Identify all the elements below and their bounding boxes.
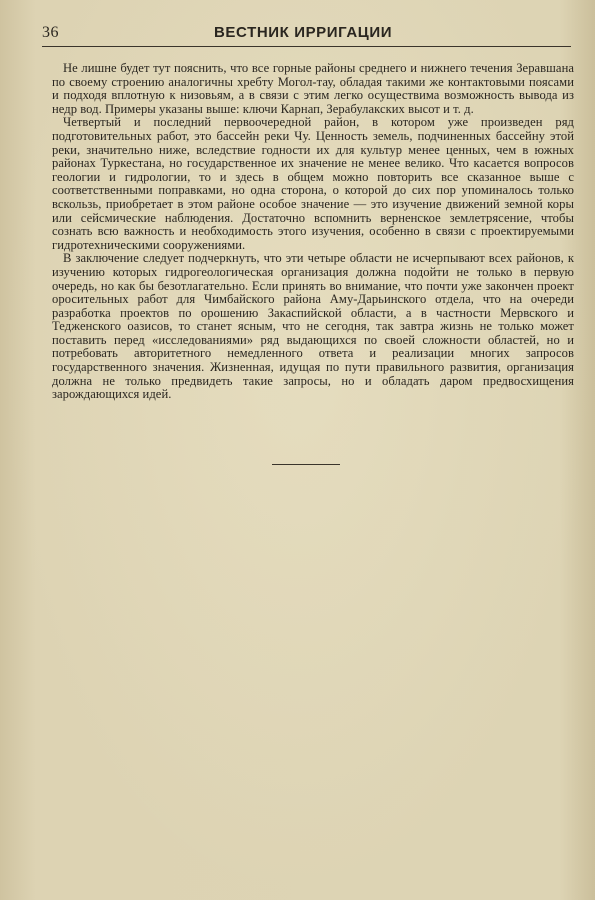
paragraph-zeravshan: Не лишне будет тут пояснить, что все горные районы среднего и нижнего течения Зеравшана по своему строению аналогичны хребту Могол-тау, обладая такими же контактовыми поясами и подходя вплотную к низовьям, а в связи с этим легко осуществима возможность вывода из недр вод. Примеры указаны выше: ключи Карнап, Зерабулакских высот и т. д. bbox=[52, 61, 574, 116]
journal-title: ВЕСТНИК ИРРИГАЦИИ bbox=[214, 24, 393, 41]
article-body bbox=[52, 62, 574, 402]
paragraph-chu-basin: Четвертый и последний первоочередной район, в котором уже произведен ряд подготовительных работ, это бассейн реки Чу. Ценность земель, подчиненных бассейну этой реки, значительно ниже, вследствие годности их для культур менее ценных, чем в южных районах Туркестана, но государственное их значение не менее велико. Что касается вопросов геологии и гидрологии, то и здесь в общем можно повторить все сказанное выше с соответственными поправками, но одна сторона, о которой до сих пор упоминалось только вскользь, приобретает в этом районе особое значение — это изучение движений земной коры или сейсмические наблюдения. Достаточно вспомнить верненское землетрясение, чтобы сознать всю важность и необходимость этого изучения, особенно в связи с проектируемыми гидротехническими сооружениями. bbox=[52, 115, 574, 252]
page-number: 36 bbox=[42, 24, 59, 41]
paragraph-conclusion: В заключение следует подчеркнуть, что эти четыре области не исчерпывают всех районов, к изучению которых гидрогеологическая организация должна подойти не только в первую очередь, но как бы безотлагательно. Если принять во внимание, что почти уже закончен проект оросительных работ для Чимбайского района Аму-Дарьинского отдела, что на очереди разработка проектов по орошению Закаспийской области, а в частности Мервского и Теджeнского оазисов, то станет ясным, что не сегодня, так завтра жизнь не только может поставить перед «исследованиями» ряд выдающихся по своей сложности областей, но и потребовать авторитетного немедленного ответа и реализации многих запросов государственного значения. Жизненная, идущая по пути правильного развития, организация должна не только предвидеть такие запросы, но и обладать даром предвосхищения зарождающихся идей. bbox=[52, 251, 574, 402]
page-header bbox=[42, 22, 571, 47]
section-end-rule bbox=[272, 464, 340, 465]
